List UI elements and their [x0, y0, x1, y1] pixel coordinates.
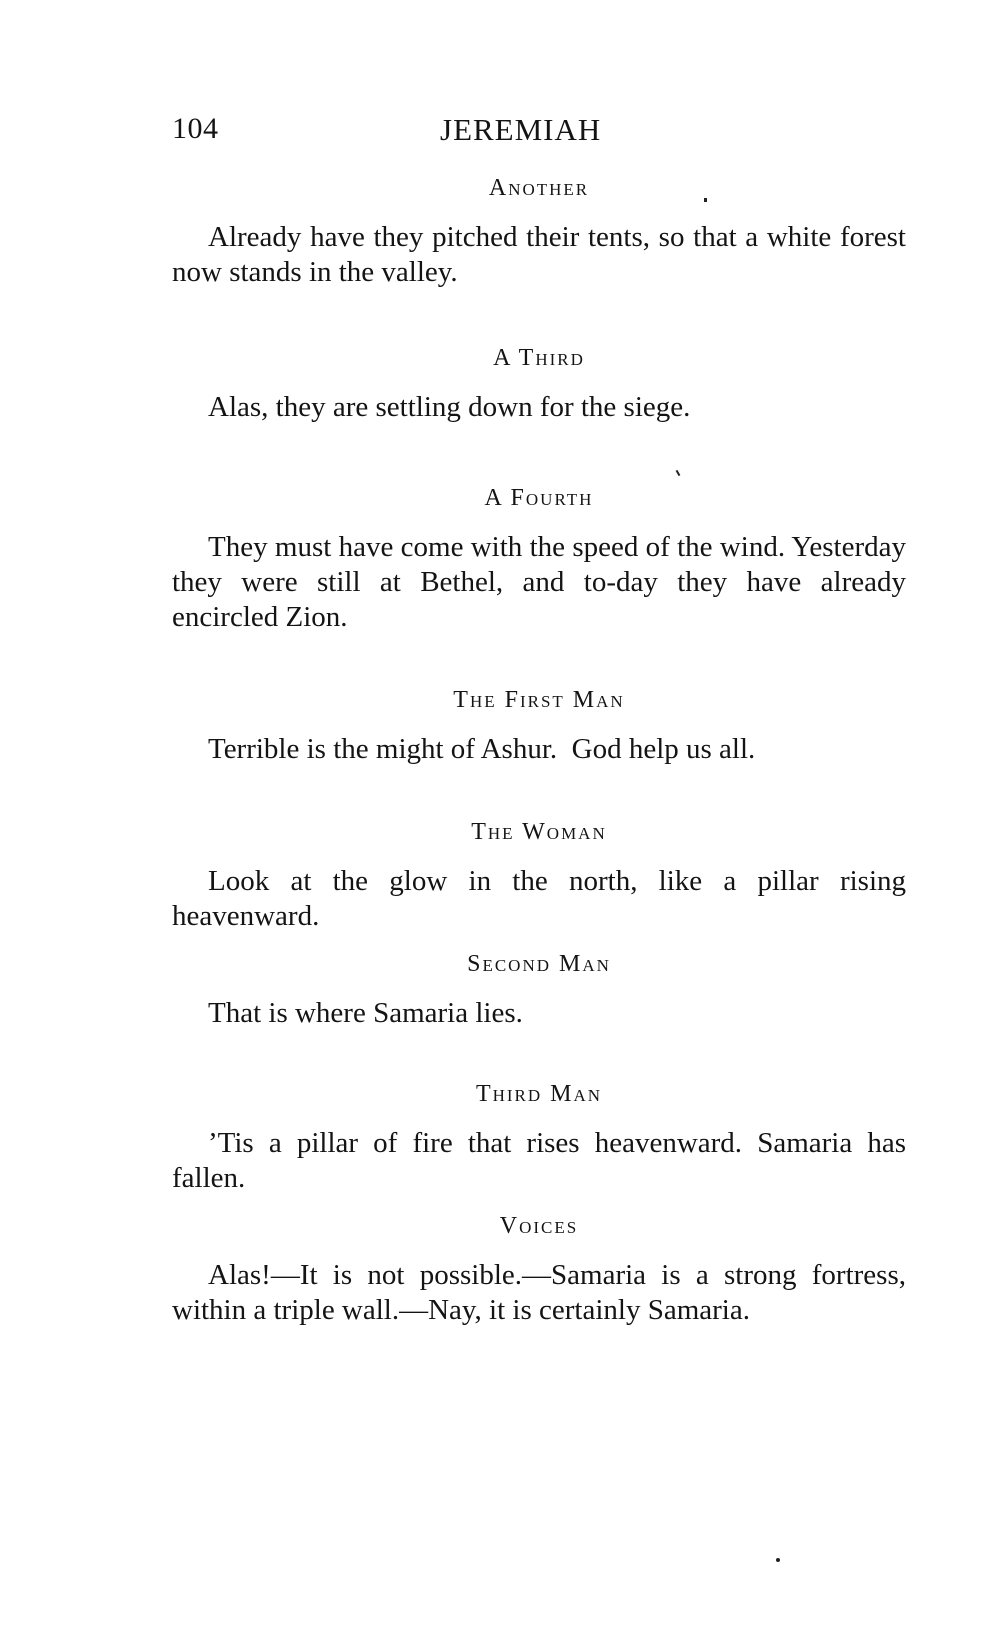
running-title: JEREMIAH: [440, 112, 602, 147]
speaker-name: The First Man: [453, 687, 625, 713]
page-number: 104: [172, 112, 219, 145]
speaker-name: Another: [488, 175, 590, 201]
speaker-name: The Woman: [471, 819, 607, 845]
speech-text: They must have come with the speed of the wind. Yesterday they were still at Bethel, and to-day they have already encircled Zion.: [172, 531, 906, 633]
print-speck: [704, 198, 707, 202]
exchange-the-woman: [172, 814, 906, 934]
speaker-name: Third Man: [475, 1081, 603, 1107]
speaker-name: Voices: [499, 1213, 579, 1239]
speech-text: ’Tis a pillar of fire that rises heavenward. Samaria has fallen.: [172, 1127, 906, 1194]
speech-text: Alas!—It is not possible.—Samaria is a strong fortress, within a triple wall.—Nay, it is certainly Samaria.: [172, 1259, 906, 1326]
exchange-the-first-man: [172, 682, 906, 767]
print-speck: [676, 470, 681, 476]
exchange-a-third: [172, 340, 906, 425]
page-header: [0, 112, 1003, 152]
print-speck: [776, 1558, 780, 1562]
speaker-name: A Fourth: [484, 485, 594, 511]
speech-text: That is where Samaria lies.: [208, 997, 523, 1029]
exchange-second-man: [172, 946, 906, 1031]
speech-text: Alas, they are settling down for the siege.: [208, 391, 691, 423]
speaker-name: Second Man: [467, 951, 611, 977]
speech-text: Terrible is the might of Ashur. God help us all.: [208, 733, 756, 765]
speech-text: Already have they pitched their tents, so that a white forest now stands in the valley.: [172, 221, 906, 288]
exchange-third-man: [172, 1076, 906, 1196]
speech-text: Look at the glow in the north, like a pillar rising heavenward.: [172, 865, 906, 932]
exchange-another: [172, 170, 906, 290]
exchange-a-fourth: [172, 480, 906, 635]
speaker-name: A Third: [493, 345, 585, 371]
exchange-voices: [172, 1208, 906, 1328]
